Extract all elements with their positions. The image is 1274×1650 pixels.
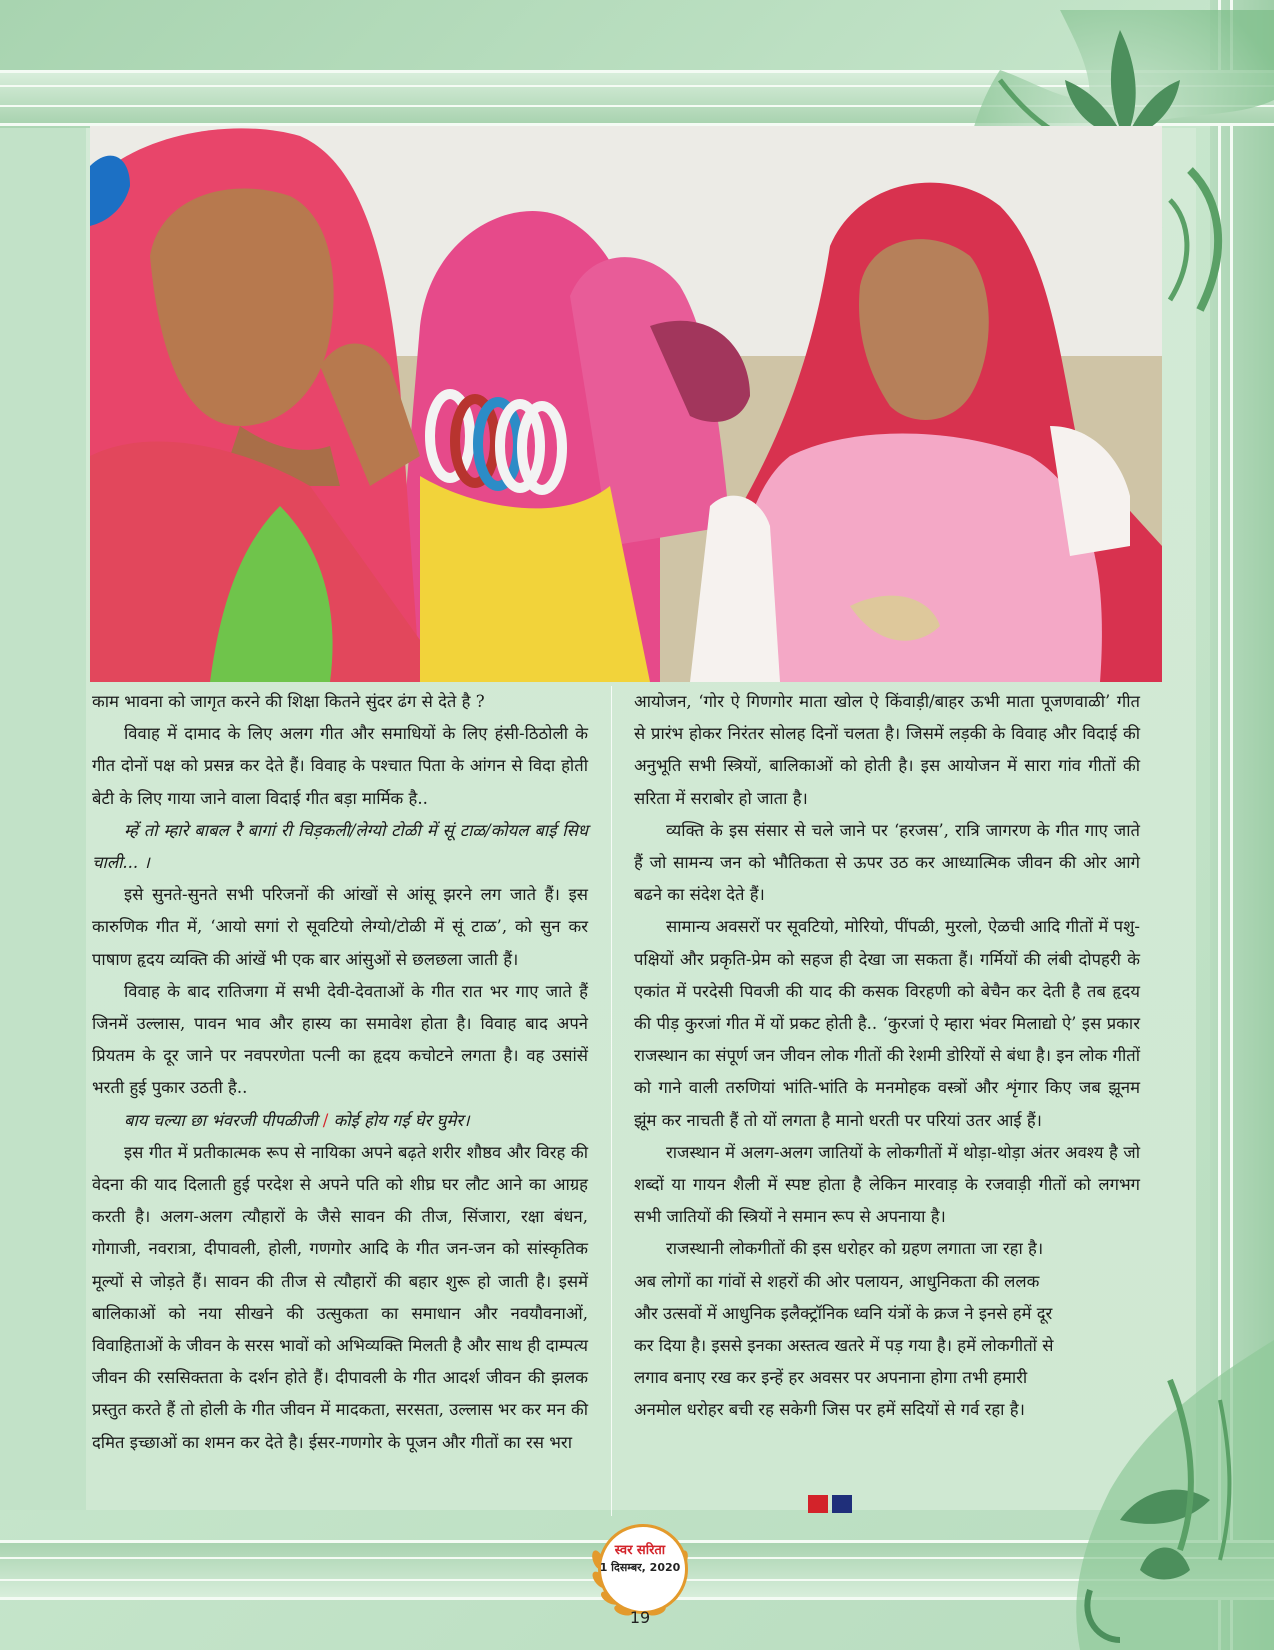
left-para-5: इस गीत में प्रतीकात्मक रूप से नायिका अपने बढ़ते शरीर शौष्ठव और विरह की वेदना की याद दिलाती हुई परदेश से अपने पति को शीघ्र घर लौट आने का आग्रह करती है। अलग-अलग त्यौहारों के जैसे सावन की तीज, सिंजारा, रक्षा बंधन, गोगाजी, नवरात्रा, दीपावली, होली, गणगोर आदि के गीत जन-जन को सांस्कृतिक मूल्यों से जोड़ते हैं। सावन की तीज से त्यौहारों की बहार शुरू हो जाती है। इसमें बालिकाओं को नया सीखने की उत्सुकता का समाधान और नवयौवनाओं, विवाहिताओं के जीवन के सरस भावों को अभिव्यक्ति मिलती है और साथ ही दाम्पत्य जीवन की रससिक्तता के दर्शन होते हैं। दीपावली के गीत आदर्श जीवन की झलक प्रस्तुत करते हैं तो होली के गीत जीवन में मादकता, सरसता, उल्लास भर कर मन की दमित इच्छाओं का शमन कर देते है। ईसर-गणगोर के पूजन और गीतों का रस भरा: [92, 1142, 588, 1452]
article-left-column: [92, 686, 588, 1459]
photo: [90, 126, 1162, 682]
article-right-column: [634, 686, 1140, 1427]
left-verse-2: [92, 1105, 588, 1137]
left-verse-1: म्हें तो म्हारे बाबल रै बागां री चिड़कली/लेग्यो टोळी में सूं टाळ/कोयल बाई सिध चाली... ।: [92, 820, 588, 873]
article-end-marks: [808, 1495, 856, 1517]
column-divider: [611, 686, 612, 1516]
left-strip: [0, 128, 86, 1510]
right-para-2: व्यक्ति के इस संसार से चले जाने पर ‘हरजस’, रात्रि जागरण के गीत गाए जाते हैं जो सामन्य जन को भौतिकता से ऊपर उठ कर आध्यात्मिक जीवन की ओर आगे बढने का संदेश देते हैं।: [634, 820, 1140, 905]
magazine-name: स्वर सरिता: [614, 1543, 666, 1558]
right-para-4: राजस्थान में अलग-अलग जातियों के लोकगीतों में थोड़ा-थोड़ा अंतर अवश्य है जो शब्दों या गायन शैली में स्पष्ट होता है लेकिन मारवाड़ के रजवाड़ी गीतों को लगभग सभी जातियों की स्त्रियों ने समान रूप से अपनाया है।: [634, 1142, 1140, 1227]
page-badge: [588, 1520, 692, 1638]
end-mark-blue-icon: [832, 1495, 852, 1513]
verse-part-a: बाय चल्या छा भंवरजी पीपळीजी: [124, 1110, 318, 1130]
left-para-4: विवाह के बाद रातिजगा में सभी देवी-देवताओं के गीत रात भर गाए जाते हैं जिनमें उल्लास, पावन भाव और हास्य का समावेश होता है। विवाह बाद अपने प्रियतम के दूर जाने पर नवपरणेता पत्नी का हृदय कचोटने लगता है। वह उसांसें भरती हुई पुकार उठती है..: [92, 981, 588, 1098]
end-mark-red-icon: [808, 1495, 828, 1513]
verse-separator: /: [317, 1110, 334, 1130]
right-para-3: सामान्य अवसरों पर सूवटियो, मोरियो, पींपळी, मुरलो, ऐळची आदि गीतों में पशु-पक्षियों और प्रकृति-प्रेम को सहज ही देखा जा सकता हैं। गर्मियों की लंबी दोपहरी के एकांत में परदेसी पिवजी की याद की कसक विरहणी को बेचैन कर देती है तब हृदय की पीड़ कुरजां गीत में यों प्रकट होती है.. ‘कुरजां ऐ म्हारा भंवर मिलाद्यो ऐ’ इस प्रकार राजस्थान का संपूर्ण जन जीवन लोक गीतों की रेशमी डोरियों से बंधा है। इन लोक गीतों को गाने वाली तरुणियां भांति-भांति के मनमोहक वस्त्रों और शृंगार किए जब झूनम झूंम कर नाचती हैं तो यों लगता है मानो धरती पर परियां उतर आई हैं।: [634, 917, 1140, 1130]
verse-part-b: कोई होय गई घेर घुमेर।: [333, 1110, 470, 1130]
left-para-2: विवाह में दामाद के लिए अलग गीत और समाधियों के लिए हंसी-ठिठोली के गीत दोनों पक्ष को प्रसन्न कर देते हैं। विवाह के पश्चात पिता के आंगन से विदा होती बेटी के लिए गाया जाने वाला विदाई गीत बड़ा मार्मिक है..: [92, 724, 588, 808]
women-in-odhni-photo-icon: [90, 126, 1162, 682]
left-para-1: काम भावना को जागृत करने की शिक्षा कितने सुंदर ढंग से देते है ?: [92, 692, 485, 711]
issue-date: 1 दिसम्बर, 2020: [599, 1561, 681, 1574]
right-para-1: आयोजन, ‘गोर ऐ गिणगोर माता खोल ऐ किंवाड़ी/बाहर ऊभी माता पूजणवाळी’ गीत से प्रारंभ होकर निरंतर सोलह दिनों चलता है। जिसमें लड़की के विवाह और विदाई की अनुभूति सभी स्त्रियों, बालिकाओं को होती है। इस आयोजन में सारा गांव गीतों की सरिता में सराबोर हो जाता है।: [634, 692, 1140, 808]
right-para-5: राजस्थानी लोकगीतों की इस धरोहर को ग्रहण लगाता जा रहा है। अब लोगों का गांवों से शहरों की ओर पलायन, आधुनिकता की ललक और उत्सवों में आधुनिक इलैक्ट्रॉनिक ध्वनि यंत्रों के क्रज ने इनसे हमें दूर कर दिया है। इससे इनका अस्तत्व खतरे में पड़ गया है। हमें लोकगीतों से लगाव बनाए रख कर इन्हें हर अवसर पर अपनाना होगा तभी हमारी अनमोल धरोहर बची रह सकेगी जिस पर हमें सदियों से गर्व रहा है।: [634, 1239, 1054, 1420]
page-number: 19: [629, 1608, 651, 1627]
left-para-3: इसे सुनते-सुनते सभी परिजनों की आंखों से आंसू झरने लग जाते हैं। इस कारुणिक गीत में, ‘आयो सगां रो सूवटियो लेग्यो/टोळी में सूं टाळ’, को सुन कर पाषाण हृदय व्यक्ति की आंखें भी एक बार आंसुओं से छलछला जाती हैं।: [92, 885, 588, 969]
